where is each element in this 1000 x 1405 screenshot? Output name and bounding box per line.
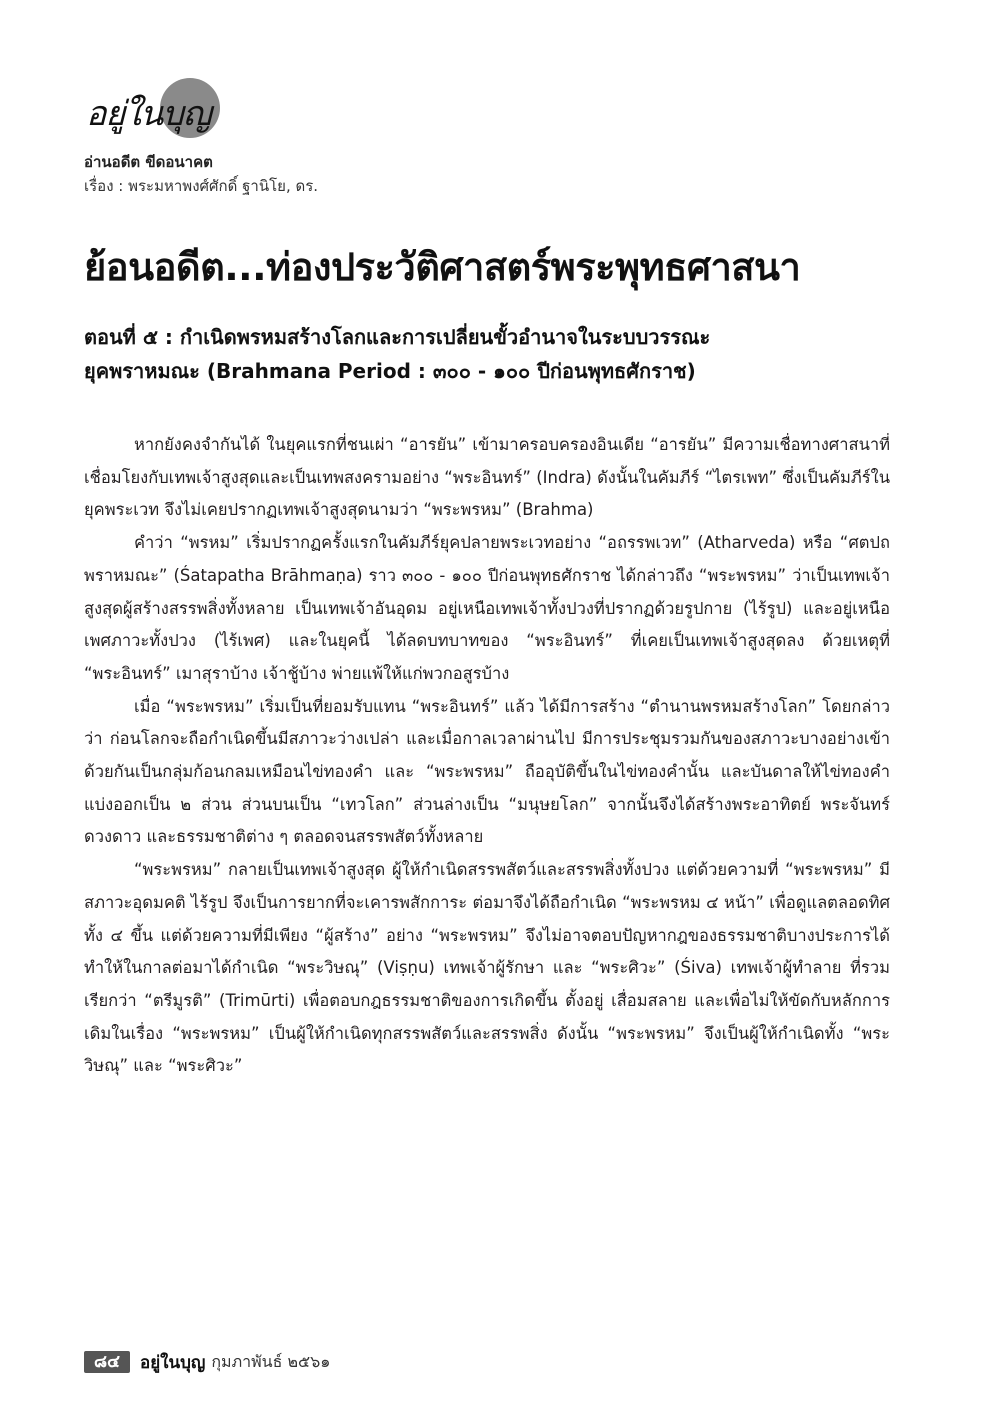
logo-text: อยู่ในบุญ [86, 94, 211, 134]
subtitle-line-1: ตอนที่ ๕ : กำเนิดพรหมสร้างโลกและการเปลี่ยนขั้วอำนาจในระบบวรรณะ [84, 325, 711, 349]
article-subtitle [84, 320, 964, 388]
page-footer [84, 1351, 330, 1373]
article-body [84, 429, 890, 1083]
paragraph-2: คำว่า “พรหม” เริ่มปรากฏครั้งแรกในคัมภีร์ยุคปลายพระเวทอย่าง “อถรรพเวท” (Atharveda) หรือ “ศตปถพราหมณะ” (Śatapatha Brāhmaṇa) ราว ๓๐๐ - ๑๐๐ ปีก่อนพุทธศักราช ได้กล่าวถึง “พระพรหม” ว่าเป็นเทพเจ้าสูงสุดผู้สร้างสรรพสิ่งทั้งหลาย เป็นเทพเจ้าอันอุดม อยู่เหนือเทพเจ้าทั้งปวงที่ปรากฏด้วยรูปกาย (ไร้รูป) และอยู่เหนือเพศภาวะทั้งปวง (ไร้เพศ) และในยุคนี้ ได้ลดบทบาทของ “พระอินทร์” ที่เคยเป็นเทพเจ้าสูงสุดลง ด้วยเหตุที่ “พระอินทร์” เมาสุราบ้าง เจ้าชู้บ้าง พ่ายแพ้ให้แก่พวกอสูรบ้าง [84, 533, 890, 683]
paragraph-4: “พระพรหม” กลายเป็นเทพเจ้าสูงสุด ผู้ให้กำเนิดสรรพสัตว์และสรรพสิ่งทั้งปวง แต่ด้วยความที่ “พระพรหม” มีสภาวะอุดมคติ ไร้รูป จึงเป็นการยากที่จะเคารพสักการะ ต่อมาจึงได้ถือกำเนิด “พระพรหม ๔ หน้า” เพื่อดูแลตลอดทิศทั้ง ๔ ขึ้น แต่ด้วยความที่มีเพียง “ผู้สร้าง” อย่าง “พระพรหม” จึงไม่อาจตอบปัญหากฎของธรรมชาติบางประการได้ ทำให้ในกาลต่อมาได้กำเนิด “พระวิษณุ” (Viṣṇu) เทพเจ้าผู้รักษา และ “พระศิวะ” (Śiva) เทพเจ้าผู้ทำลาย ที่รวมเรียกว่า “ตรีมูรติ” (Trimūrti) เพื่อตอบกฎธรรมชาติของการเกิดขึ้น ตั้งอยู่ เสื่อมสลาย และเพื่อไม่ให้ขัดกับหลักการเดิมในเรื่อง “พระพรหม” เป็นผู้ให้กำเนิดทุกสรรพสัตว์และสรรพสิ่ง ดังนั้น “พระพรหม” จึงเป็นผู้ให้กำเนิดทั้ง “พระวิษณุ” และ “พระศิวะ” [84, 860, 890, 1076]
magazine-logo [84, 76, 234, 144]
paragraph-3: เมื่อ “พระพรหม” เริ่มเป็นที่ยอมรับแทน “พระอินทร์” แล้ว ได้มีการสร้าง “ตำนานพรหมสร้างโลก” โดยกล่าวว่า ก่อนโลกจะถือกำเนิดขึ้นมีสภาวะว่างเปล่า และเมื่อกาลเวลาผ่านไป มีการประชุมรวมกันของสภาวะบางอย่างเข้าด้วยกันเป็นกลุ่มก้อนกลมเหมือนไข่ทองคำ และ “พระพรหม” ถืออุบัติขึ้นในไข่ทองคำนั้น และบันดาลให้ไข่ทองคำแบ่งออกเป็น ๒ ส่วน ส่วนบนเป็น “เทวโลก” ส่วนล่างเป็น “มนุษยโลก” จากนั้นจึงได้สร้างพระอาทิตย์ พระจันทร์ ดวงดาว และธรรมชาติต่าง ๆ ตลอดจนสรรพสัตว์ทั้งหลาย [84, 696, 890, 847]
paragraph-1: หากยังคงจำกันได้ ในยุคแรกที่ชนเผ่า “อารยัน” เข้ามาครอบครองอินเดีย “อารยัน” มีความเชื่อทางศาสนาที่เชื่อมโยงกับเทพเจ้าสูงสุดและเป็นเทพสงครามอย่าง “พระอินทร์” (Indra) ดังนั้นในคัมภีร์ “ไตรเพท” ซึ่งเป็นคัมภีร์ในยุคพระเวท จึงไม่เคยปรากฏเทพเจ้าสูงสุดนามว่า “พระพรหม” (Brahma) [84, 435, 890, 520]
article-title: ย้อนอดีต...ท่องประวัติศาสตร์พระพุทธศาสนา [84, 245, 801, 289]
footer-magazine-name: อยู่ในบุญ [139, 1352, 206, 1373]
subtitle-line-2: ยุคพราหมณะ (Brahmana Period : ๓๐๐ - ๑๐๐ ปีก่อนพุทธศักราช) [84, 359, 696, 383]
footer-issue: กุมภาพันธ์ ๒๕๖๑ [211, 1351, 331, 1371]
column-title: อ่านอดีต ขีดอนาคต [84, 153, 213, 171]
page-number: ๘๔ [84, 1351, 130, 1373]
byline: เรื่อง : พระมหาพงศ์ศักดิ์ ฐานิโย, ดร. [84, 177, 319, 195]
